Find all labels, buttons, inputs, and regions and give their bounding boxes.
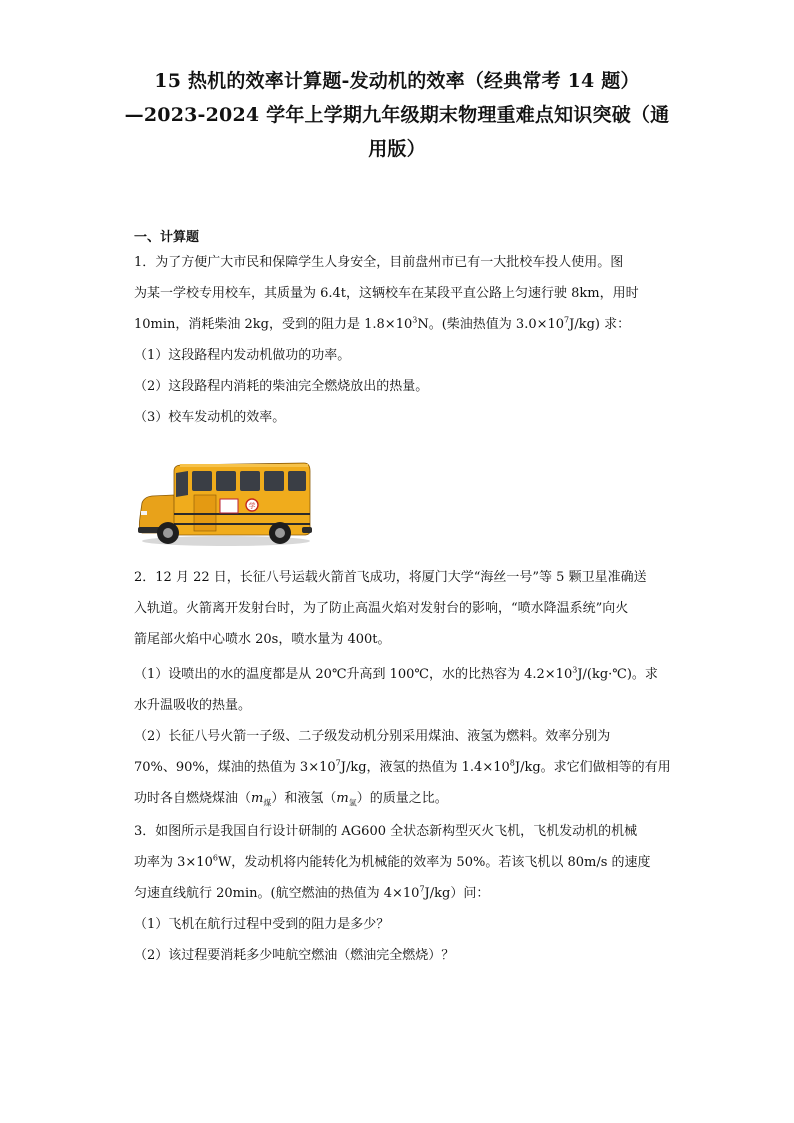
q3-line-3: 匀速直线航行 20min。(航空燃油的热值为 $4\times 10^7J/kg$）问： (134, 884, 490, 901)
q1-part-3: （3）校车发动机的效率。 (134, 410, 286, 425)
q2-part-2-line-2: 70%、90%，煤油的热值为 $3\times 10^7J/kg$，液氢的热值为 $1.4\times 10^8J/kg$。求它们做相等的有用 (134, 758, 671, 775)
question-3 (134, 816, 664, 971)
title-line-2: —2023-2024 学年上学期九年级期末物理重难点知识突破（通 (124, 104, 670, 126)
q3-part-1: （1）飞机在航行过程中受到的阻力是多少？ (134, 917, 390, 932)
q1-part-1: （1）这段路程内发动机做功的功率。 (134, 348, 351, 363)
q2-part-1-line-1: （1）设喷出的水的温度都是从 20℃升高到 100℃，水的比热容为 $4.2\times 10^3J/(kg\cdot℃)$。求 (134, 665, 658, 682)
q1-part-2: （2）这段路程内消耗的柴油完全燃烧放出的热量。 (134, 379, 429, 394)
bus-sign-text: 学 (248, 502, 256, 510)
title-line-3: 用版） (368, 138, 426, 160)
school-bus-image (134, 453, 316, 549)
q3-line-2: 功率为 $3\times 10^6W$，发动机将内能转化为机械能的效率为 50%。若该飞机以 80m/s 的速度 (134, 853, 651, 870)
q3-part-2: （2）该过程要消耗多少吨航空燃油（燃油完全燃烧）？ (134, 948, 455, 963)
title-line-1: 15 热机的效率计算题-发动机的效率（经典常考 14 题） (154, 70, 640, 92)
q1-line-2: 为某一学校专用校车，其质量为 6.4t，这辆校车在某段平直公路上匀速行驶 8km，用时 (134, 286, 639, 301)
q2-part-1-line-2: 水升温吸收的热量。 (134, 698, 252, 713)
q2-line-1: 2．12 月 22 日，长征八号运载火箭首飞成功，将厦门大学“海丝一号”等 5 颗卫星准确送 (134, 570, 647, 585)
question-1 (134, 247, 664, 433)
q1-line-3: 10min，消耗柴油 2kg，受到的阻力是 $1.8\times 10^3N$。(柴油热值为 $3.0\times 10^7J/kg$) 求： (134, 315, 631, 332)
document-title (120, 64, 674, 166)
q1-line-1: 1．为了方便广大市民和保障学生人身安全，目前盘州市已有一大批校车投人使用。图 (134, 255, 624, 270)
section-heading: 一、计算题 (134, 230, 200, 245)
q2-line-3: 箭尾部火焰中心喷水 20s，喷水量为 400t。 (134, 632, 391, 647)
q2-part-2-line-3: 功时各自燃烧煤油$(m_煤)$和液氢$(m_氢)$的质量之比。 (134, 791, 448, 808)
q3-line-1: 3．如图所示是我国自行设计研制的 AG600 全状态新构型灭火飞机，飞机发动机的机械 (134, 824, 638, 839)
q2-line-2: 入轨道。火箭离开发射台时，为了防止高温火焰对发射台的影响，“喷水降温系统”向火 (134, 601, 629, 616)
question-2 (134, 562, 671, 814)
q2-part-2-line-1: （2）长征八号火箭一子级、二子级发动机分别采用煤油、液氢为燃料。效率分别为 (134, 729, 611, 744)
